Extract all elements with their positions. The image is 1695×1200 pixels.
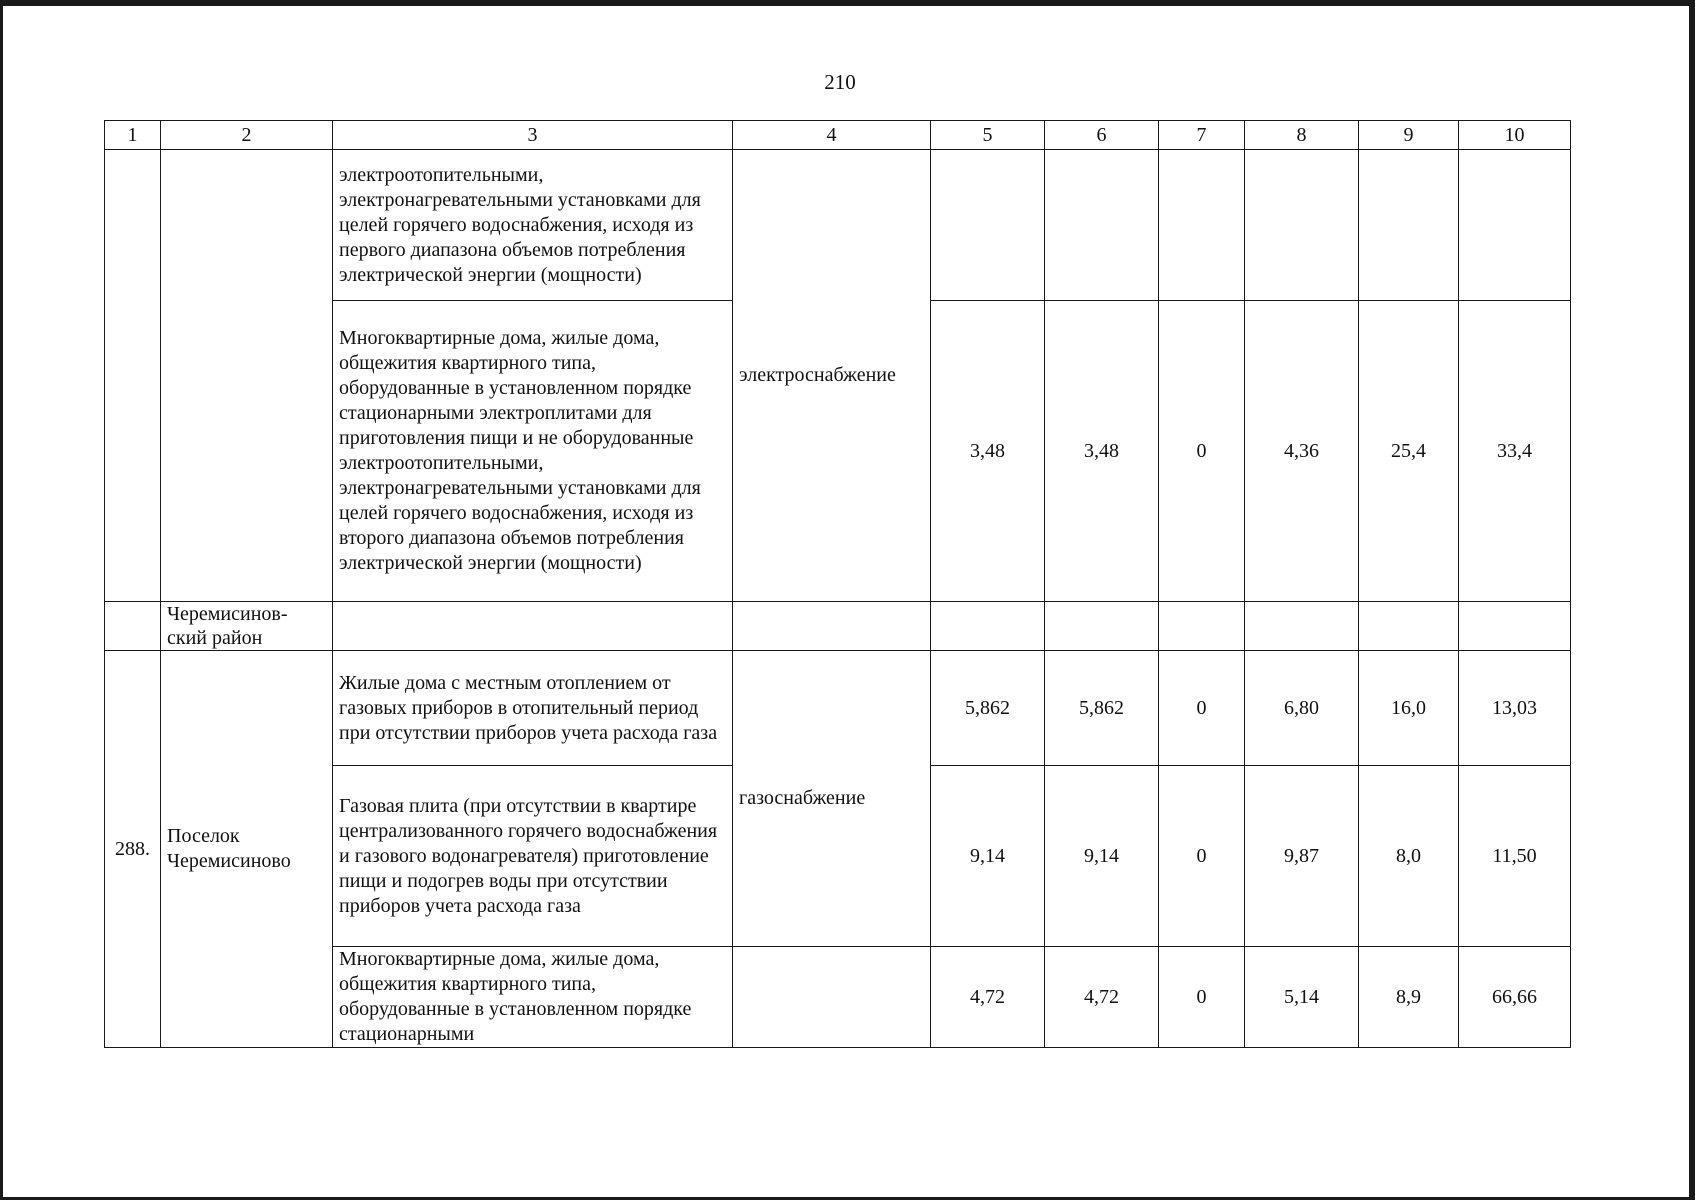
row-description: электроотопительными, электронагревательными установками для целей горячего водоснабжения, исходя из первого диапазона объемов потребления электрической энергии (мощности)	[333, 150, 733, 301]
cell-empty	[1359, 150, 1459, 301]
service-type-electric: электроснабжение	[733, 150, 931, 602]
value-col-8: 5,14	[1245, 947, 1359, 1048]
value-col-7: 0	[1159, 766, 1245, 947]
cell-empty	[1359, 602, 1459, 651]
service-type-gas: газоснабжение	[733, 651, 931, 947]
page-number: 210	[824, 70, 856, 94]
value-col-6: 3,48	[1045, 301, 1159, 602]
district-row	[105, 602, 1571, 651]
value-col-5: 9,14	[931, 766, 1045, 947]
cell-empty	[931, 150, 1045, 301]
cell-empty	[733, 602, 931, 651]
header-col-5: 5	[931, 121, 1045, 150]
header-col-10: 10	[1459, 121, 1571, 150]
tariff-table	[104, 120, 1571, 1048]
cell-empty	[1459, 150, 1571, 301]
value-col-7: 0	[1159, 651, 1245, 766]
value-col-10: 66,66	[1459, 947, 1571, 1048]
value-col-5: 3,48	[931, 301, 1045, 602]
value-col-8: 6,80	[1245, 651, 1359, 766]
district-name: Черемисинов-ский район	[161, 602, 333, 651]
value-col-6: 5,862	[1045, 651, 1159, 766]
header-col-1: 1	[105, 121, 161, 150]
locality-name: Поселок Черемисиново	[161, 651, 333, 1048]
value-col-8: 4,36	[1245, 301, 1359, 602]
value-col-9: 8,0	[1359, 766, 1459, 947]
value-col-9: 8,9	[1359, 947, 1459, 1048]
cell-empty	[1159, 150, 1245, 301]
cell-empty	[1045, 602, 1159, 651]
value-col-10: 11,50	[1459, 766, 1571, 947]
cell-empty	[1459, 602, 1571, 651]
cell-empty	[105, 602, 161, 651]
header-col-9: 9	[1359, 121, 1459, 150]
value-col-10: 33,4	[1459, 301, 1571, 602]
cell-empty	[1045, 150, 1159, 301]
cell-empty	[1245, 150, 1359, 301]
value-col-8: 9,87	[1245, 766, 1359, 947]
header-col-7: 7	[1159, 121, 1245, 150]
cell-empty	[1159, 602, 1245, 651]
row-description: Многоквартирные дома, жилые дома, общежития квартирного типа, оборудованные в установленном порядке стационарными электроплитами для приготовления пищи и не оборудованные электроотопительными, электронагревательными установками для целей горячего водоснабжения, исходя из второго диапазона объемов потребления электрической энергии (мощности)	[333, 301, 733, 602]
header-col-3: 3	[333, 121, 733, 150]
row-description: Многоквартирные дома, жилые дома, общежития квартирного типа, оборудованные в установленном порядке стационарными	[333, 947, 733, 1048]
value-col-7: 0	[1159, 301, 1245, 602]
value-col-6: 9,14	[1045, 766, 1159, 947]
value-col-5: 5,862	[931, 651, 1045, 766]
row-description: Газовая плита (при отсутствии в квартире централизованного горячего водоснабжения и газового водонагревателя) приготовление пищи и подогрев воды при отсутствии приборов учета расхода газа	[333, 766, 733, 947]
cell-empty	[1245, 602, 1359, 651]
row-number: 288.	[105, 651, 161, 1048]
header-col-8: 8	[1245, 121, 1359, 150]
value-col-6: 4,72	[1045, 947, 1159, 1048]
cell-empty	[161, 150, 333, 602]
cell-empty	[733, 947, 931, 1048]
value-col-5: 4,72	[931, 947, 1045, 1048]
table-row	[105, 651, 1571, 766]
value-col-10: 13,03	[1459, 651, 1571, 766]
cell-empty	[105, 150, 161, 602]
table-row	[105, 150, 1571, 301]
value-col-9: 25,4	[1359, 301, 1459, 602]
value-col-9: 16,0	[1359, 651, 1459, 766]
header-col-4: 4	[733, 121, 931, 150]
cell-empty	[333, 602, 733, 651]
value-col-7: 0	[1159, 947, 1245, 1048]
header-col-6: 6	[1045, 121, 1159, 150]
row-description: Жилые дома с местным отоплением от газовых приборов в отопительный период при отсутствии приборов учета расхода газа	[333, 651, 733, 766]
header-row	[105, 121, 1571, 150]
cell-empty	[931, 602, 1045, 651]
header-col-2: 2	[161, 121, 333, 150]
